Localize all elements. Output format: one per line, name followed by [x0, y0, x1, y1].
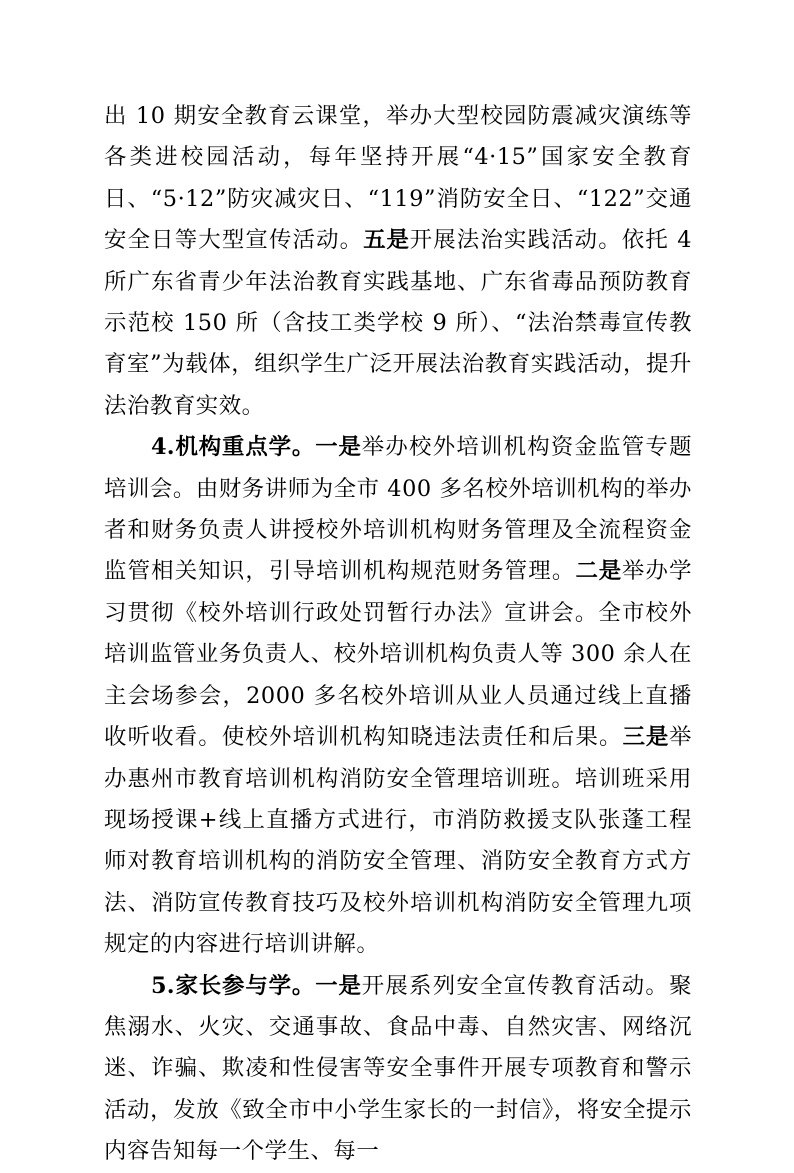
paragraph: [104, 96, 692, 427]
paragraph: [104, 427, 692, 965]
emphasis-run: 5.家长参与学。一是: [151, 972, 362, 999]
document-text-block: [104, 96, 692, 1173]
text-run: 举办学习贯彻《校外培训行政处罚暂行办法》宣讲会。全市校外培训监管业务负责人、校外培训机构负责人等 300 余人在主会场参会，2000 多名校外培训从业人员通过线上直播收听收看。使校外培训机构知晓违法责任和后果。: [104, 558, 693, 751]
text-run: 举办校外培训机构资金监管专题培训会。由财务讲师为全市 400 多名校外培训机构的举办者和财务负责人讲授校外培训机构财务管理及全流程资金监管相关知识，引导培训机构规范财务管理。: [104, 434, 693, 585]
text-run: 举办惠州市教育培训机构消防安全管理培训班。培训班采用现场授课+线上直播方式进行，市消防救援支队张蓬工程师对教育培训机构的消防安全管理、消防安全教育方式方法、消防宣传教育技巧及校外培训机构消防安全管理九项规定的内容进行培训讲解。: [104, 724, 692, 958]
text-run: 出 10 期安全教育云课堂，举办大型校园防震减灾演练等各类进校园活动，每年坚持开展“4·15”国家安全教育日、“5·12”防灾减灾日、“119”消防安全日、“122”交通安全日等大型宣传活动。: [104, 103, 692, 254]
emphasis-run: 三是: [622, 724, 670, 751]
emphasis-run: 五是: [363, 227, 410, 254]
text-run: 开展系列安全宣传教育活动。聚焦溺水、火灾、交通事故、食品中毒、自然灾害、网络沉迷、诈骗、欺凌和性侵害等安全事件开展专项教育和警示活动，发放《致全市中小学生家长的一封信》，将安全提示内容告知每一个学生、每一: [104, 972, 693, 1165]
text-run: 开展法治实践活动。依托 4 所广东省青少年法治教育实践基地、广东省毒品预防教育示范校 150 所（含技工类学校 9 所）、“法治禁毒宣传教育室”为载体，组织学生广泛开展法治教育实践活动，提升法治教育实效。: [104, 227, 692, 419]
paragraph: [104, 966, 692, 1173]
emphasis-run: 4.机构重点学。一是: [151, 434, 362, 461]
emphasis-run: 二是: [575, 558, 622, 585]
